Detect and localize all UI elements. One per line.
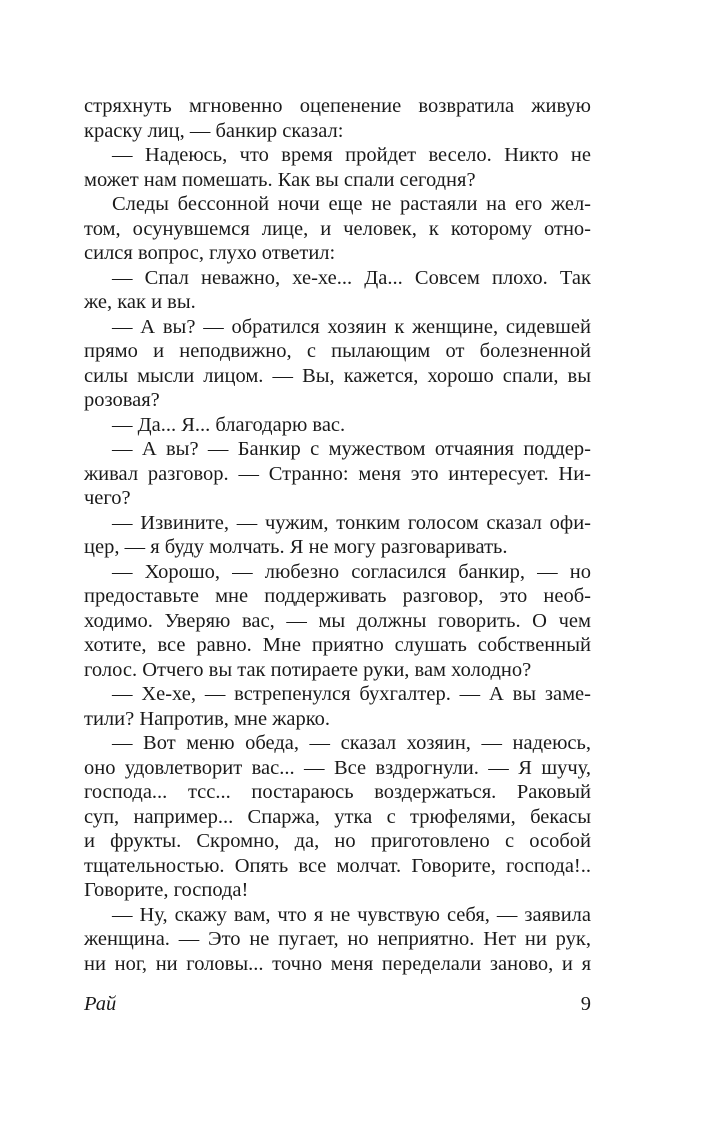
- text-line: голос. Отчего вы так потираете руки, вам холодно?: [84, 658, 532, 681]
- text-line: чего?: [84, 487, 131, 509]
- text-line: — Извините, — чужим, тонким голосом сказал офи-: [112, 511, 591, 534]
- text-line: ни ног, ни головы... точно меня переделали заново, и я: [84, 952, 591, 975]
- text-line: цер, — я буду молчать. Я не могу разговаривать.: [84, 536, 508, 558]
- text-line: хотите, все равно. Мне приятно слушать собственный: [84, 634, 591, 656]
- text-line: краску лиц, — банкир сказал:: [84, 119, 344, 142]
- text-line: предоставьте мне поддерживать разговор, это необ-: [84, 585, 591, 607]
- text-line: сился вопрос, глухо ответил:: [84, 242, 336, 264]
- text-line: Следы бессонной ночи еще не растаяли на его жел-: [112, 193, 591, 215]
- text-line: — Хорошо, — любезно согласился банкир, — но: [112, 560, 591, 583]
- running-title: Рай: [84, 993, 117, 1015]
- text-line: — А вы? — Банкир с мужеством отчаяния поддер-: [112, 438, 591, 460]
- text-line: — Да... Я... благодарю вас.: [112, 413, 346, 436]
- text-line: — А вы? — обратился хозяин к женщине, сидевшей: [112, 315, 591, 338]
- text-line: тщательностью. Опять все молчат. Говорите, господа!..: [84, 854, 591, 877]
- text-line: живал разговор. — Странно: меня это интересует. Ни-: [84, 462, 591, 485]
- text-line: прямо и неподвижно, с пылающим от болезненной: [84, 340, 591, 362]
- text-line: розовая?: [84, 389, 160, 411]
- text-line: же, как и вы.: [84, 291, 196, 313]
- text-line: женщина. — Это не пугает, но неприятно. Нет ни рук,: [84, 928, 591, 950]
- text-line: господа... тсс... постараюсь воздержаться. Раковый: [84, 781, 591, 803]
- text-line: ходимо. Уверяю вас, — мы должны говорить. О чем: [84, 609, 591, 632]
- text-line: может нам помешать. Как вы спали сегодня?: [84, 168, 476, 191]
- text-line: тили? Напротив, мне жарко.: [84, 707, 331, 730]
- text-line: том, осунувшемся лице, и человек, к которому отно-: [84, 217, 591, 240]
- text-line: силы мысли лицом. — Вы, кажется, хорошо спали, вы: [84, 364, 591, 387]
- text-line: — Хе-хе, — встрепенулся бухгалтер. — А вы заме-: [112, 683, 591, 705]
- page-number: 9: [580, 993, 591, 1015]
- body-text: [84, 94, 591, 976]
- text-line: — Ну, скажу вам, что я не чувствую себя, — заявила: [112, 903, 591, 926]
- text-line: оно удовлетворит вас... — Все вздрогнули. — Я шучу,: [84, 756, 591, 779]
- text-line: суп, например... Спаржа, утка с трюфелями, бекасы: [84, 805, 591, 828]
- text-line: стряхнуть мгновенно оцепенение возвратила живую: [84, 95, 591, 117]
- text-line: — Спал неважно, хе-хе... Да... Совсем плохо. Так: [112, 266, 591, 289]
- text-line: — Надеюсь, что время пройдет весело. Никто не: [112, 144, 591, 166]
- text-line: и фрукты. Скромно, да, но приготовлено с особой: [84, 830, 591, 852]
- text-line: Говорите, господа!: [84, 879, 249, 901]
- text-line: — Вот меню обеда, — сказал хозяин, — надеюсь,: [112, 732, 591, 754]
